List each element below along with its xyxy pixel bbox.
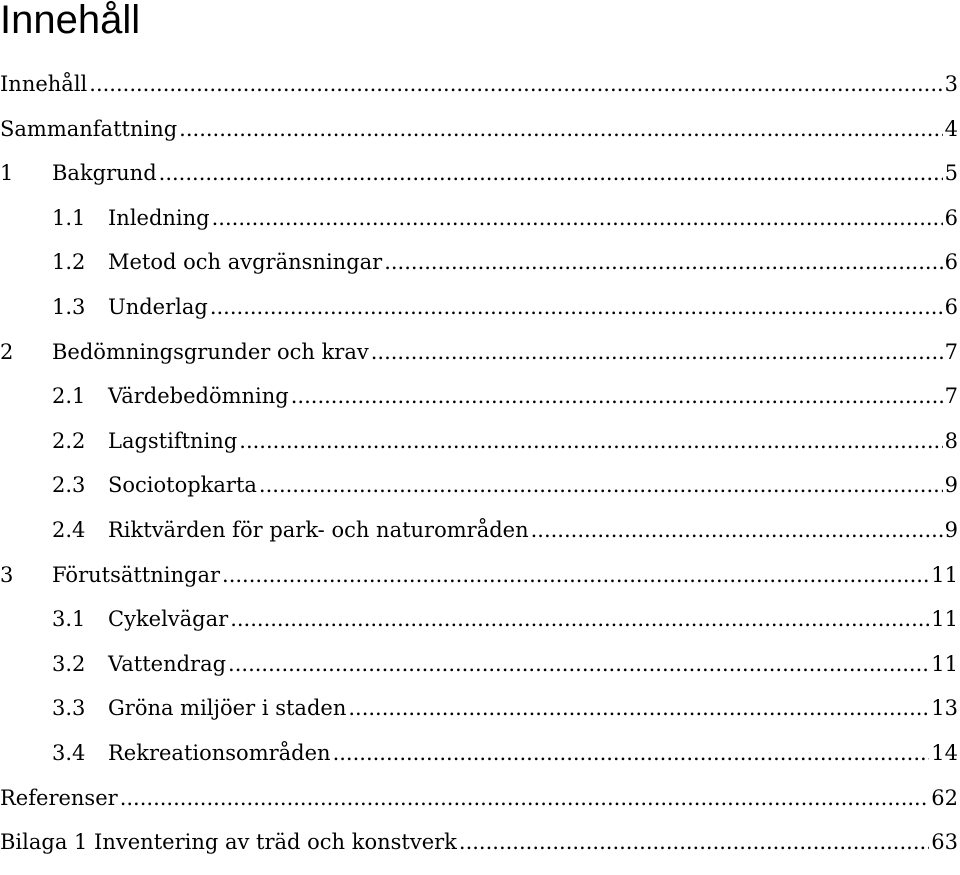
toc-entry-number: 3.2 [52,651,86,676]
toc-entry-label: Metod och avgränsningar [108,250,383,275]
toc-entry-page: 11 [931,562,958,587]
toc-entry-label: Riktvärden för park- och naturområden [108,517,529,542]
toc-entry-grona-miljoer[interactable] [0,686,958,731]
toc-entry-number: 2.2 [52,428,86,453]
toc-entry-vattendrag[interactable] [0,642,958,687]
toc-entry-lagstiftning[interactable] [0,419,958,464]
toc-entry-rekreationsomraden[interactable] [0,731,958,776]
toc-entry-page: 4 [944,116,958,141]
toc-entry-label: Värdebedömning [108,384,289,409]
toc-entry-number: 1 [0,161,14,186]
dot-leader [228,642,929,687]
toc-entry-number: 2 [0,339,14,364]
toc-entry-referenser[interactable] [0,776,958,821]
toc-entry-page: 5 [944,161,958,186]
toc-entry-page: 6 [944,250,958,275]
toc-entry-cykelvagar[interactable] [0,597,958,642]
toc-entry-number: 3.3 [52,696,86,721]
toc-entry-page: 3 [944,72,958,96]
toc-entry-number: 1.2 [52,250,86,275]
dot-leader [222,553,929,598]
dot-leader [89,62,942,107]
toc-entry-label: Innehåll [0,72,88,96]
toc-entry-page: 62 [931,785,958,810]
toc-entry-underlag[interactable] [0,285,958,330]
toc-entry-number: 3 [0,562,14,587]
toc-entry-number: 2.3 [52,473,86,498]
toc-entry-page: 9 [944,473,958,498]
toc-entry-label: Gröna miljöer i staden [108,696,347,721]
page-title: Innehåll [0,0,141,42]
toc-entry-label: Sociotopkarta [108,473,257,498]
dot-leader [459,820,929,865]
toc-entry-metod[interactable] [0,240,958,285]
toc-entry-label: Bakgrund [52,161,157,186]
dot-leader [259,463,943,508]
dot-leader [179,107,942,152]
toc-entry-label: Sammanfattning [0,116,178,141]
toc-entry-label: Referenser [0,785,118,810]
toc-entry-label: Bedömningsgrunder och krav [52,339,369,364]
dot-leader [230,597,929,642]
toc-entry-page: 6 [944,294,958,319]
toc-entry-label: Lagstiftning [108,428,238,453]
toc-entry-label: Inledning [108,205,210,230]
dot-leader [531,508,943,553]
dot-leader [333,731,930,776]
toc-entry-number: 1.1 [52,205,86,230]
dot-leader [291,374,943,419]
dot-leader [210,285,943,330]
toc-entry-page: 7 [944,384,958,409]
dot-leader [120,776,930,821]
toc-entry-inledning[interactable] [0,196,958,241]
toc-entry-label: Rekreationsområden [108,740,331,765]
toc-entry-page: 6 [944,205,958,230]
toc-entry-label: Cykelvägar [108,607,229,632]
toc-entry-page: 13 [931,696,958,721]
toc-entry-page: 8 [944,428,958,453]
toc-entry-label: Vattendrag [108,651,227,676]
toc-entry-sociotopkarta[interactable] [0,463,958,508]
dot-leader [348,686,929,731]
toc-entry-page: 11 [931,607,958,632]
toc-entry-bakgrund[interactable] [0,151,958,196]
dot-leader [384,240,942,285]
toc-entry-label: Förutsättningar [52,562,221,587]
toc-entry-number: 3.4 [52,740,86,765]
dot-leader [212,196,943,241]
toc-entry-number: 3.1 [52,607,86,632]
toc-entry-innehall[interactable] [0,62,958,107]
toc-entry-number: 2.4 [52,517,86,542]
toc-entry-bedomningsgrunder[interactable] [0,330,958,375]
toc-entry-vardebedomning[interactable] [0,374,958,419]
dot-leader [159,151,943,196]
dot-leader [371,330,943,375]
table-of-contents [0,62,958,865]
toc-entry-page: 11 [931,651,958,676]
toc-entry-label: Underlag [108,294,208,319]
toc-entry-page: 9 [944,517,958,542]
toc-entry-page: 14 [931,740,958,765]
toc-entry-forutsattningar[interactable] [0,553,958,598]
toc-entry-sammanfattning[interactable] [0,107,958,152]
dot-leader [239,419,942,464]
toc-entry-label: Bilaga 1 Inventering av träd och konstverk [0,830,457,855]
toc-entry-number: 2.1 [52,384,86,409]
toc-entry-page: 7 [944,339,958,364]
toc-entry-bilaga-1[interactable] [0,820,958,865]
toc-entry-number: 1.3 [52,294,86,319]
toc-entry-riktvarden[interactable] [0,508,958,553]
toc-entry-page: 63 [931,830,958,855]
